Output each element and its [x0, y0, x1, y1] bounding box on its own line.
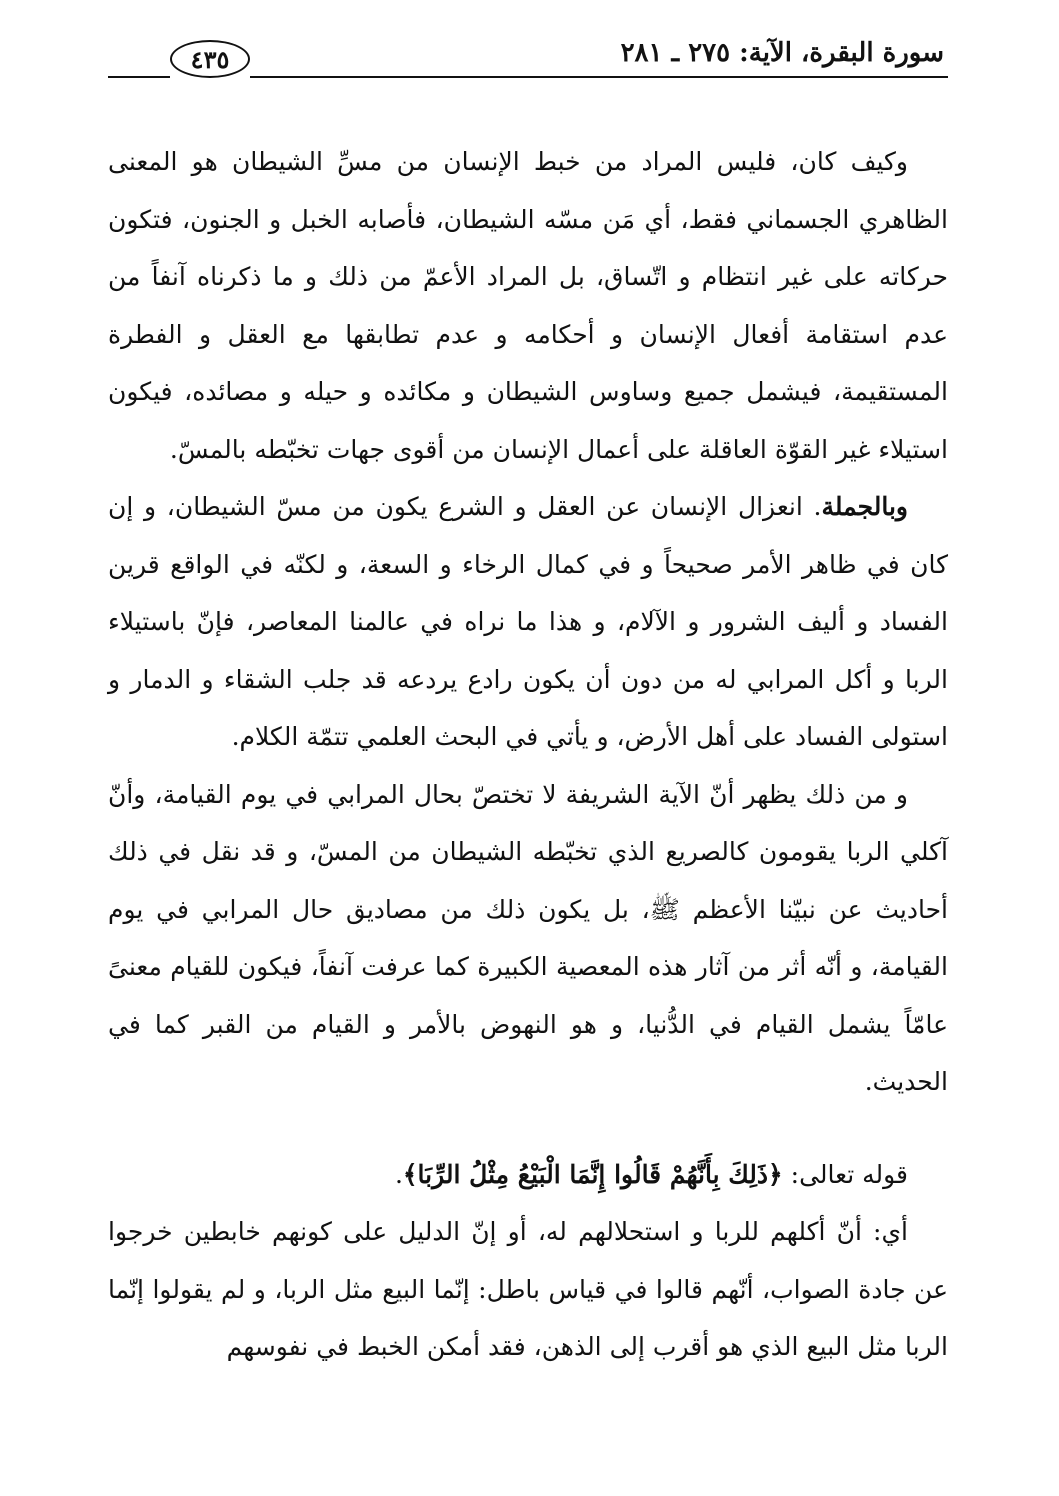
paragraph-lead-word: وبالجملة: [821, 492, 908, 521]
paragraph-2: [108, 478, 948, 766]
verse-intro: قوله تعالى:: [782, 1159, 908, 1189]
verse-end: .: [394, 1159, 403, 1189]
page-number: ٤٣٥: [170, 40, 250, 78]
paragraph-3: و من ذلك يظهر أنّ الآية الشريفة لا تختصّ بحال المرابي في يوم القيامة، وأنّ آكلي الربا يقومون كالصريع الذي تخبّطه الشيطان من المسّ، و قد نقل في ذلك أحاديث عن نبيّنا الأعظم ﷺ، بل يكون ذلك من مصاديق حال المرابي في يوم القيامة، و أنّه أثر من آثار هذه المعصية الكبيرة كما عرفت آنفاً، فيكون للقيام معنىً عامّاً يشمل القيام في الدُّنيا، و هو النهوض بالأمر و القيام من القبر كما في الحديث.: [108, 779, 948, 1096]
header-rule-left: [108, 76, 170, 78]
page: [108, 0, 948, 1496]
paragraph-1: وكيف كان، فليس المراد من خبط الإنسان من مسِّ الشيطان هو المعنى الظاهري الجسماني فقط، أي مَن مسّه الشيطان، فأصابه الخبل و الجنون، فتكون حركاته على غير انتظام و اتّساق، بل المراد الأعمّ من ذلك و ما ذكرناه آنفاً من عدم استقامة أفعال الإنسان و أحكامه و عدم تطابقها مع العقل و الفطرة المستقيمة، فيشمل جميع وساوس الشيطان و مكائده و حيله و مصائده، فيكون استيلاء غير القوّة العاقلة على أعمال الإنسان من أقوى جهات تخبّطه بالمسّ.: [108, 147, 948, 464]
paragraph-2-text: . انعزال الإنسان عن العقل و الشرع يكون من مسّ الشيطان، و إن كان في ظاهر الأمر صحيحاً و في كمال الرخاء و السعة، و لكنّه في الواقع قرين الفساد و أليف الشرور و الآلام، و هذا ما نراه في عالمنا المعاصر، فإنّ باستيلاء الربا و أكل المرابي له من دون أن يكون رادع يردعه قد جلب الشقاء و الدمار و استولى الفساد على أهل الأرض، و يأتي في البحث العلمي تتمّة الكلام.: [108, 492, 948, 751]
paragraph-4: أي: أنّ أكلهم للربا و استحلالهم له، أو إنّ الدليل على كونهم خابطين خرجوا عن جادة الصواب، أنّهم قالوا في قياس باطل: إنّما البيع مثل الربا، و لم يقولوا إنّما الربا مثل البيع الذي هو أقرب إلى الذهن، فقد أمكن الخبط في نفوسهم: [108, 1217, 948, 1361]
running-title: سورة البقرة، الآية: ٢٧٥ ـ ٢٨١: [620, 38, 944, 68]
body-text: [108, 133, 948, 1376]
quran-verse: ﴿ذَلِكَ بِأَنَّهُمْ قَالُوا إِنَّمَا الْبَيْعُ مِثْلُ الرِّبَا﴾: [402, 1159, 783, 1189]
verse-heading: [108, 1146, 948, 1204]
page-header: [108, 32, 948, 84]
header-rule: [250, 76, 948, 78]
